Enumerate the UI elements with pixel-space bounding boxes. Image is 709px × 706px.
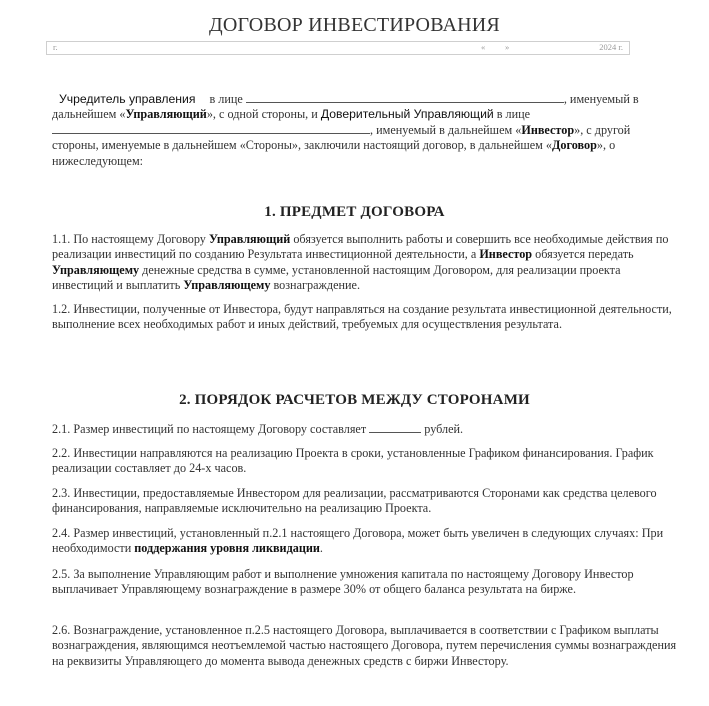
preamble: Учредитель управления в лице , именуемый в дальнейшем «Управляющий», с одной стороны, и Доверительный Управляющий в лице , именуемый в дальнейшем «Инвестор», с другой стороны, именуемые в дальнейшем «Стороны», заключили настоящий договор, в дальнейшем «Договор», о нижеследующем: (52, 92, 639, 168)
clause-2-5: 2.5. За выполнение Управляющим работ и выполнение умножения капитала по настоящему Договору Инвестор выплачивает Управляющему вознаграждение в размере 30% от общего баланса результата на бирже. (52, 567, 634, 597)
founder-name-blank (246, 92, 564, 103)
manager-term: Управляющий (125, 107, 207, 122)
liquidation-term: поддержания уровня ликвидации (134, 541, 320, 556)
city-label: г. (53, 42, 58, 52)
clause-1-2: 1.2. Инвестиции, полученные от Инвестора, будут направляться на создание результата инвестиционной деятельности, выполнение всех необходимых работ и иных действий, требуемых для осуществления результата. (52, 302, 672, 332)
contract-term: Договор (552, 138, 597, 153)
date-place-line (46, 41, 630, 55)
clause-1-1: 1.1. По настоящему Договору Управляющий обязуется выполнить работы и совершить все необходимые действия по реализации инвестиций по созданию Результата инвестиционной деятельности, а Инвестор обязуется передать Управляющему денежные средства в сумме, установленной настоящим Договором, для реализации проекта инвестиций и выплатить Управляющему вознаграждение. (52, 232, 669, 293)
trustee-label: Доверительный Управляющий (320, 107, 494, 122)
section-1-heading: 1. ПРЕДМЕТ ДОГОВОРА (264, 204, 445, 220)
day-quote-open: « (481, 42, 486, 52)
year-label: 2024 г. (599, 42, 623, 52)
clause-2-3: 2.3. Инвестиции, предоставляемые Инвестором для реализации, рассматриваются Сторонами как средства целевого финансирования, направляемые исключительно на реализацию Проекта. (52, 486, 657, 516)
page-title: ДОГОВОР ИНВЕСТИРОВАНИЯ (209, 14, 500, 36)
investor-term: Инвестор (521, 122, 575, 137)
section-2-heading: 2. ПОРЯДОК РАСЧЕТОВ МЕЖДУ СТОРОНАМИ (179, 392, 530, 408)
clause-2-4: 2.4. Размер инвестиций, установленный п.2.1 настоящего Договора, может быть увеличен в следующих случаях: При необходимости поддержания уровня ликвидации. (52, 526, 664, 556)
day-quote-close: » (505, 42, 510, 52)
founder-label: Учредитель управления (59, 92, 196, 106)
clause-2-6: 2.6. Вознаграждение, установленное п.2.5 настоящего Договора, выплачивается в соответствии с Графиком выплаты вознаграждения, являющимся неотъемлемой частью настоящего Договора, путем перечисления суммы вознаграждения на реквизиты Управляющего до момента вывода денежных средств с биржи Инвестору. (52, 623, 677, 668)
clause-2-1: 2.1. Размер инвестиций по настоящему Договору составляет рублей. (52, 422, 464, 436)
clause-2-2: 2.2. Инвестиции направляются на реализацию Проекта в сроки, установленные Графиком финансирования. График реализации составляет до 24-х часов. (52, 446, 654, 476)
trustee-name-blank (52, 123, 370, 134)
amount-blank (369, 422, 421, 433)
